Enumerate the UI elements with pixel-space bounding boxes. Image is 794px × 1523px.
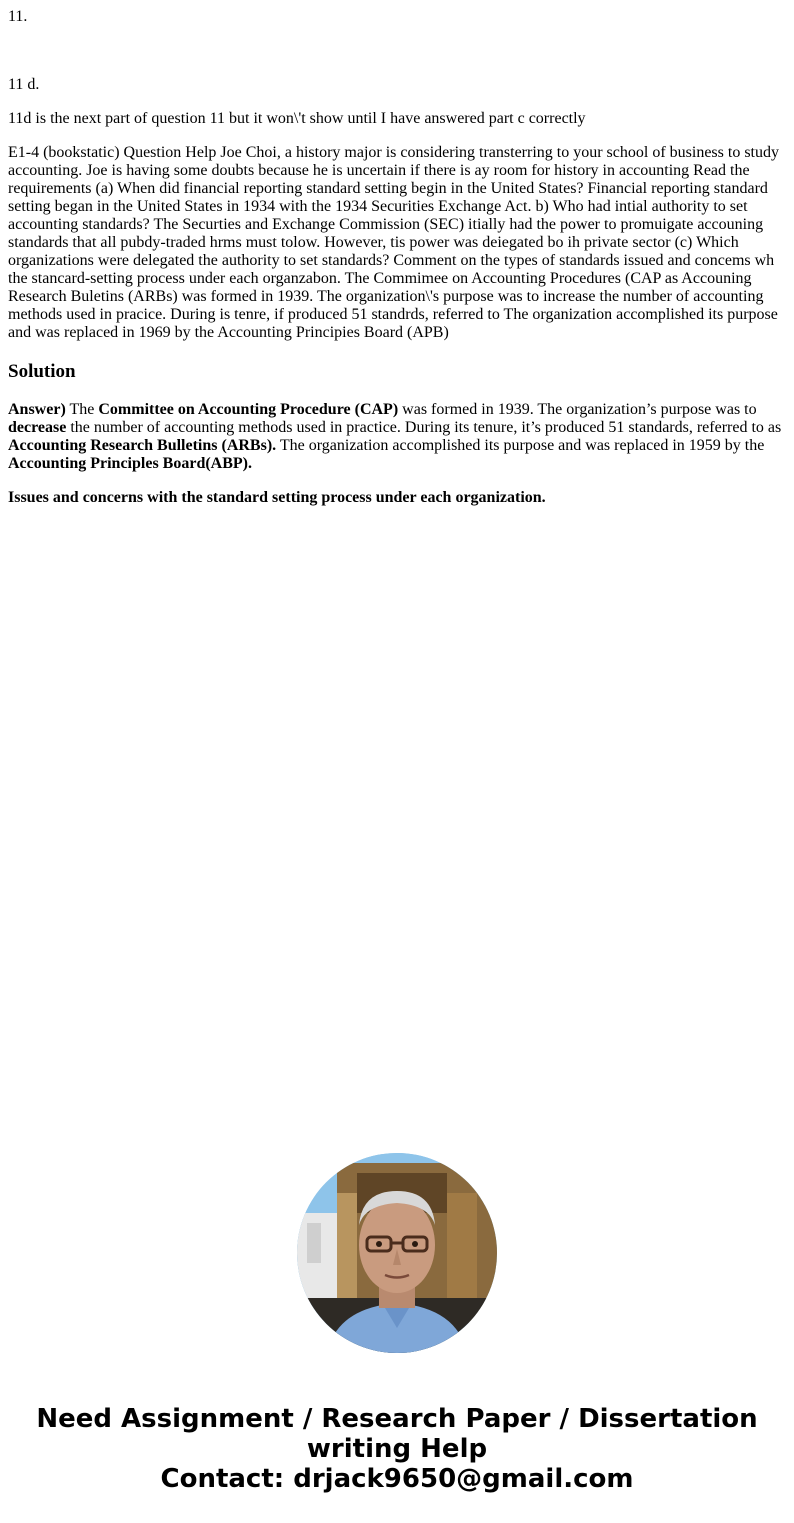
abp-term: Accounting Principles Board(ABP). (8, 455, 252, 472)
avatar-photo-icon (297, 1153, 497, 1353)
solution-heading: Solution (8, 361, 76, 382)
answer-text-2: was formed in 1939. The organization’s purpose was to (398, 401, 757, 418)
arbs-term: Accounting Research Bulletins (ARBs). (8, 437, 277, 454)
question-number: 11. (8, 8, 28, 25)
issues-heading: Issues and concerns with the standard setting process under each organization. (8, 489, 546, 506)
answer-text-4: The organization accomplished its purpose and was replaced in 1959 by the (276, 437, 765, 454)
promo-banner (0, 1404, 794, 1494)
answer-text-3: the number of accounting methods used in practice. During its tenure, it’s produced 51 standards, referred to as (66, 419, 782, 436)
answer-text-1: The (65, 401, 99, 418)
cap-term: Committee on Accounting Procedure (CAP) (98, 401, 399, 418)
question-subpart: 11 d. (8, 76, 40, 93)
answer-label: Answer) (8, 401, 66, 418)
question-body: E1-4 (bookstatic) Question Help Joe Choi, a history major is considering transterring to your school of business to study accounting. Joe is having some doubts because he is uncertain if there is ay room for history in accounting Read the requirements (a) When did financial reporting standard setting begin in the United States? Financial reporting standard setting began in the United States in 1934 with the 1934 Securities Exchange Act. b) Who had intial authority to set accounting standards? The Securties and Exchange Commission (SEC) itially had the power to promuigate accouning standards that all pubdy-traded hrms must tolow. However, tis power was deiegated bo ih private sector (c) Which organizations were delegated the authority to set standards? Comment on the types of standards issued and concems wh the stancard-setting process under each organzabon. The Commimee on Accounting Procedures (CAP as Accouning Research Buletins (ARBs) was formed in 1939. The organization\'s purpose was to increase the number of accounting methods used in pracice. During is tenre, if produced 51 standrds, referred to The organization accomplished its purpose and was replaced in 1969 by the Accounting Principies Board (APB) (8, 144, 779, 341)
answer-paragraph (8, 401, 786, 473)
promo-line-2: writing Help (306, 1434, 488, 1464)
question-note: 11d is the next part of question 11 but it won\'t show until I have answered part c correctly (8, 110, 586, 127)
avatar (297, 1153, 497, 1353)
promo-line-1: Need Assignment / Research Paper / Dissertation (36, 1404, 758, 1434)
promo-contact: Contact: drjack9650@gmail.com (160, 1464, 634, 1494)
decrease-term: decrease (8, 419, 67, 436)
